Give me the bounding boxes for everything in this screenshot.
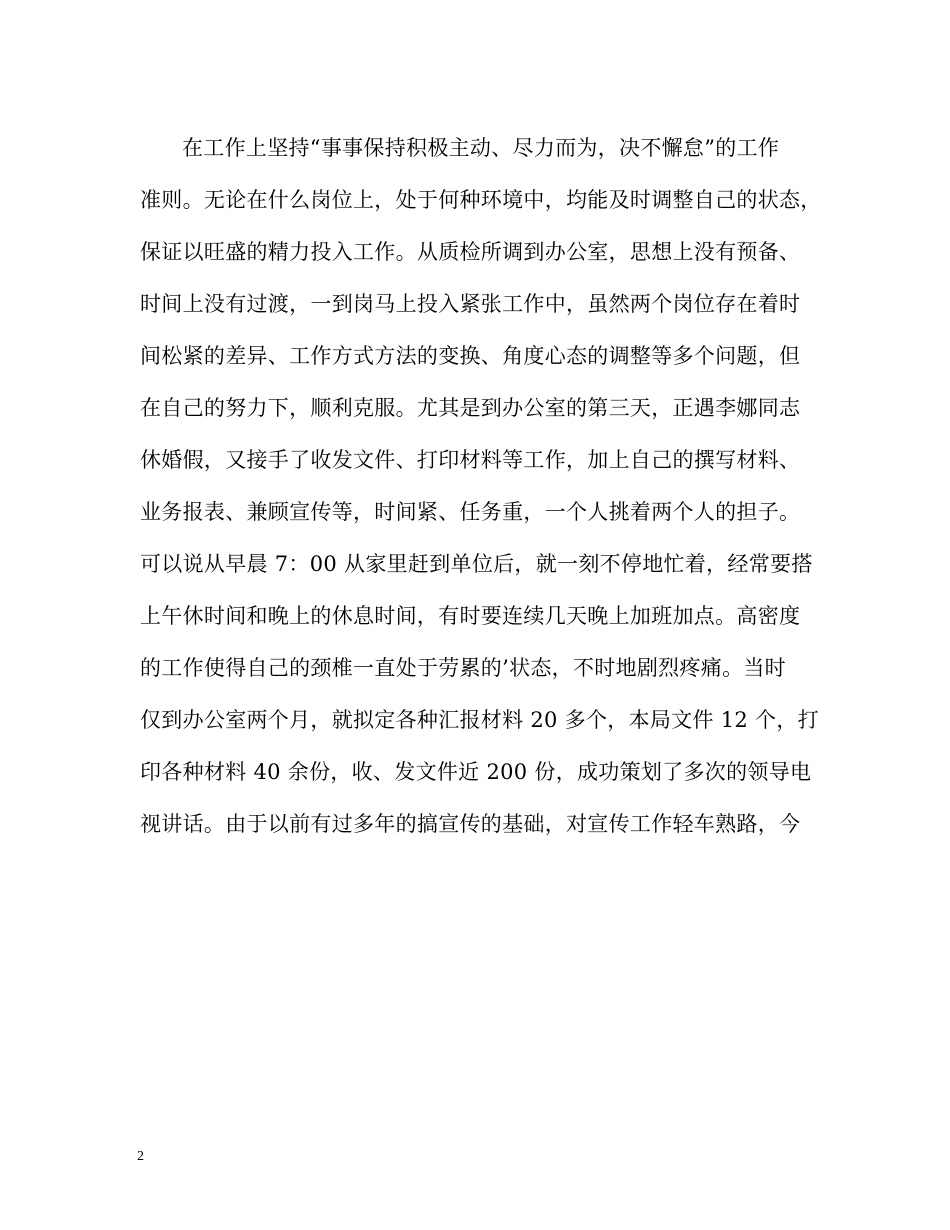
text-line: 仅到办公室两个月，就拟定各种汇报材料 20 多个，本局文件 12 个，打 — [140, 708, 819, 732]
text-line: 在自己的努力下，顺利克服。尤其是到办公室的第三天，正遇李娜同志 — [140, 396, 801, 420]
text-line: 准则。无论在什么岗位上，处于何种环境中，均能及时调整自己的状态， — [140, 188, 822, 212]
text-line: 在工作上坚持“事事保持积极主动、尽力而为，决不懈怠”的工作 — [182, 136, 780, 160]
text-line: 间松紧的差异、工作方式方法的变换、角度心态的调整等多个问题，但 — [140, 344, 801, 368]
text-line: 上午休时间和晚上的休息时间，有时要连续几天晚上加班加点。高密度 — [140, 604, 801, 628]
text-line: 印各种材料 40 余份，收、发文件近 200 份，成功策划了多次的领导电 — [140, 760, 812, 784]
text-line: 视讲话。由于以前有过多年的搞宣传的基础，对宣传工作轻车熟路，今 — [140, 812, 801, 836]
body-paragraph — [140, 122, 830, 850]
text-line: 休婚假，又接手了收发文件、打印材料等工作，加上自己的撰写材料、 — [140, 448, 801, 472]
text-line: 的工作使得自己的颈椎一直处于劳累的’状态，不时地剧烈疼痛。当时 — [140, 656, 786, 680]
text-line: 业务报表、兼顾宣传等，时间紧、任务重，一个人挑着两个人的担子。 — [140, 500, 801, 524]
text-line: 时间上没有过渡，一到岗马上投入紧张工作中，虽然两个岗位存在着时 — [140, 292, 801, 316]
text-line: 保证以旺盛的精力投入工作。从质检所调到办公室，思想上没有预备、 — [140, 240, 801, 264]
text-line: 可以说从早晨 7：00 从家里赶到单位后，就一刻不停地忙着，经常要搭 — [140, 552, 813, 576]
page-number: 2 — [137, 1149, 144, 1164]
